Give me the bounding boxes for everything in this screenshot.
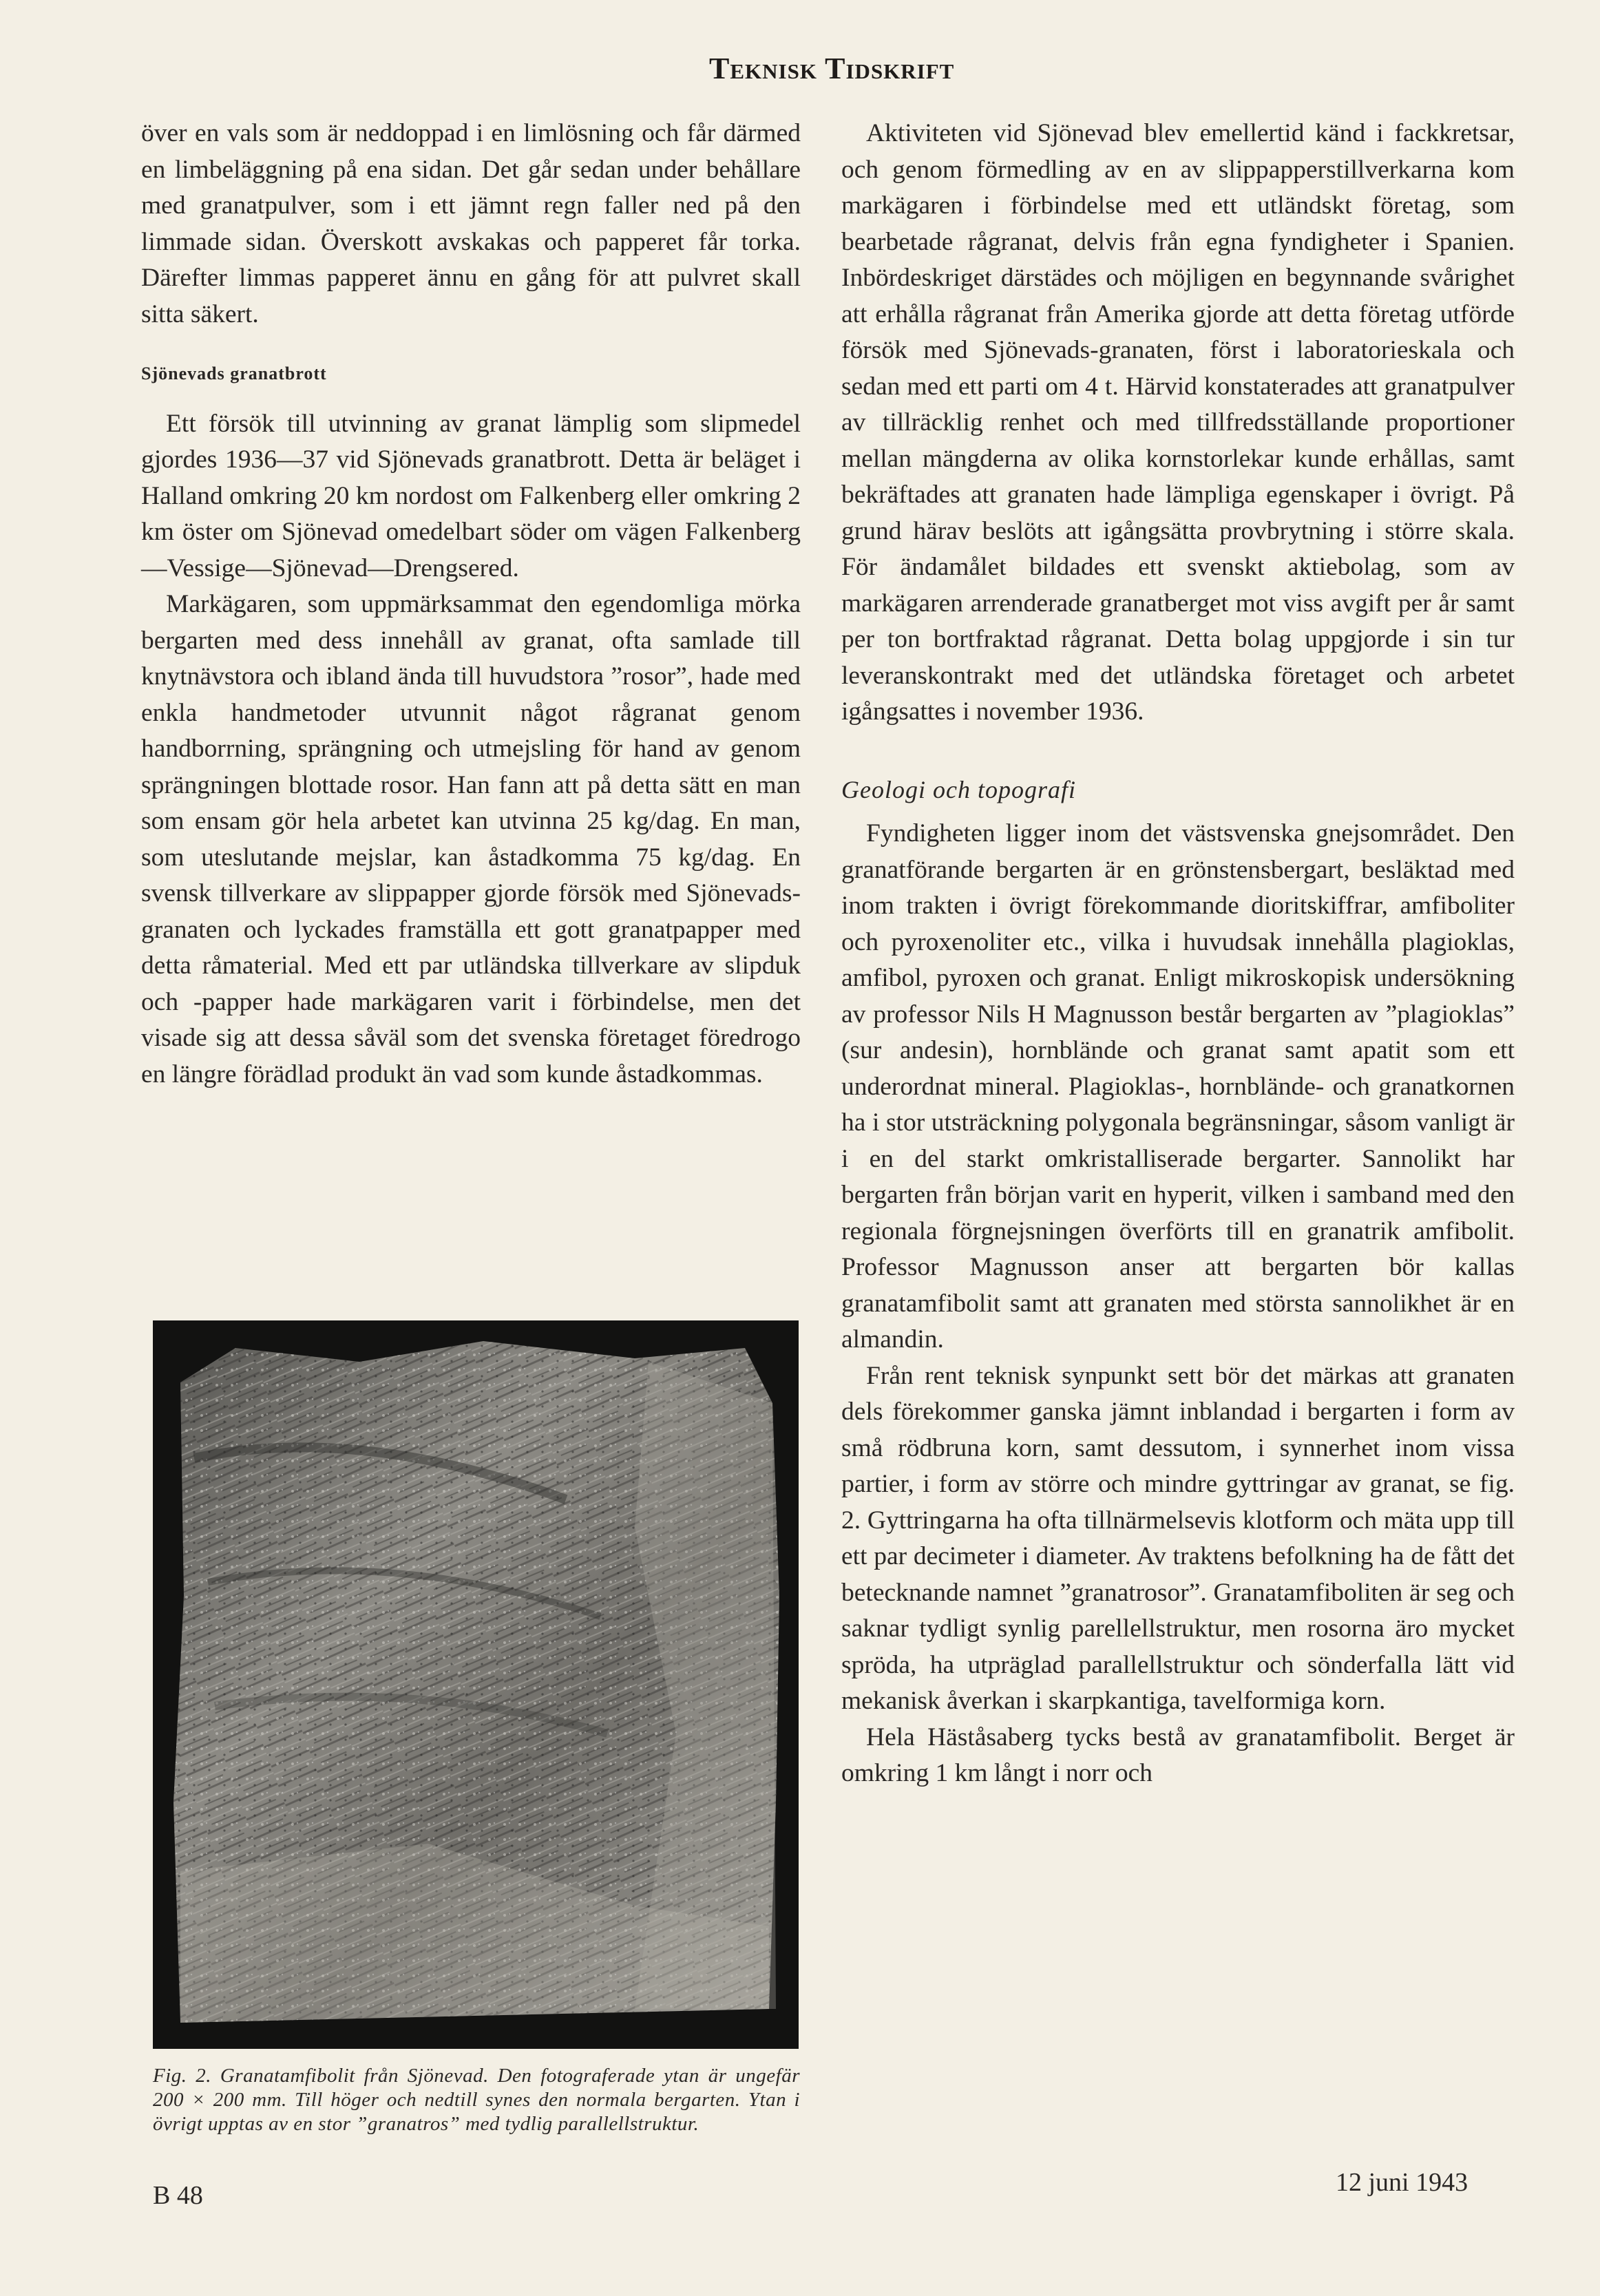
paragraph: över en vals som är neddoppad i en limlösning och får därmed en limbeläggning på ena sidan. Det går sedan under behållare med granatpulver, som i ett jämnt regn faller ned på den limmade sidan. Överskott avskakas och papperet får torka. Därefter limmas papperet ännu en gång för att pulvret skall sitta säkert. xyxy=(141,119,801,328)
paragraph: Hela Häståsaberg tycks bestå av granatamfibolit. Berget är omkring 1 km långt i norr och xyxy=(841,1723,1515,1787)
journal-title: Teknisk Tidskrift xyxy=(709,52,955,85)
paragraph: Aktiviteten vid Sjönevad blev emellertid känd i fackkretsar, och genom förmedling av en av slippapperstillverkarna kom markägaren i förbindelse med ett utländskt företag, som bearbetade rågranat, delvis från egna fyndigheter i Spanien. Inbördeskriget därstädes och möjligen en begynnande svårighet att erhålla rågranat från Amerika gjorde att detta företag utförde försök med Sjönevads-granaten, först i laboratorieskala och sedan med ett parti om 4 t. Härvid konstaterades att granatpulver av tillräcklig renhet och med tillfredsställande proportioner mellan mängderna av olika kornstorlekar kunde erhållas, samt bekräftades att granaten hade lämpliga egenskaper i övrigt. På grund härav beslöts att igångsätta provbrytning i större skala. För ändamålet bildades ett svenskt aktiebolag, som av markägaren arrenderade granatberget mot viss avgift per år samt per ton bortfraktad rågranat. Detta bolag uppgjorde i sin tur leveranskontrakt med det utländska företaget och arbetet igångsattes i november 1936. xyxy=(841,119,1515,726)
left-column xyxy=(141,116,801,1093)
issue-date: 12 juni 1943 xyxy=(1336,2168,1469,2197)
section-heading: Geologi och topografi xyxy=(841,775,1076,803)
paragraph: Fyndigheten ligger inom det västsvenska gnejsområdet. Den granatförande bergarten är en grönstensbergart, besläktad med inom trakten i övrigt förekommande dioritskiffrar, amfiboliter och pyroxenoliter etc., vilka i huvudsak innehålla plagioklas, amfibol, pyroxen och granat. Enligt mikroskopisk undersökning av professor Nils H Magnusson består bergarten av ”plagioklas” (sur andesin), hornblände och granat samt apatit som ett underordnat mineral. Plagioklas-, hornblände- och granatkornen ha i stor utsträckning polygonala begränsningar, såsom vanligt är i en del starkt omkristalliserade bergarter. Sannolikt har bergarten från början varit en hyperit, vilken i samband med den regionala förgnejsningen överförts till en granatrik amfibolit. Professor Magnusson anser att bergarten bör kallas granatamfibolit samt att granaten med största sannolikhet är en almandin. xyxy=(841,819,1515,1354)
paragraph: Markägaren, som uppmärksammat den egendomliga mörka bergarten med dess innehåll av granat, ofta samlade till knytnävstora och ibland ända till huvudstora ”rosor”, hade med enkla handmetoder utvunnit något rågranat genom handborrning, sprängning och utmejsling för hand av genom sprängningen blottade rosor. Han fann att på detta sätt en man som ensam gör hela arbetet kan utvinna 25 kg/dag. En man, som uteslutande mejslar, kan åstadkomma 75 kg/dag. En svensk tillverkare av slippapper gjorde försök med Sjönevads-granaten och lyckades framställa ett gott granatpapper med detta råmaterial. Med ett par utländska tillverkare av slipduk och -papper hade markägaren varit i förbindelse, men det visade sig att dessa såväl som det svenska företaget föredrogo en längre förädlad produkt än vad som kunde åstadkommas. xyxy=(141,590,801,1088)
page-number: B 48 xyxy=(153,2181,203,2210)
figure-caption: Fig. 2. Granatamfibolit från Sjönevad. Den fotograferade ytan är ungefär 200 × 200 mm. Till höger och nedtill synes den normala bergarten. Ytan i övrigt upptas av en stor ”granatros” med tydlig parallellstruktur. xyxy=(153,2065,800,2135)
section-heading: Sjönevads granatbrott xyxy=(141,364,327,383)
right-column xyxy=(841,116,1515,1792)
paragraph: Från rent teknisk synpunkt sett bör det märkas att granaten dels förekommer ganska jämnt inblandad i bergarten i form av små rödbruna korn, samt dessutom, i synnerhet inom vissa partier, i form av större och mindre gyttringar av granat, se fig. 2. Gyttringarna ha ofta tillnärmelsevis klotform och mäta upp till ett par decimeter i diameter. Av traktens befolkning ha de fått det betecknande namnet ”granatrosor”. Granatamfiboliten är seg och saknar tydligt synlig parellellstruktur, men rosorna äro mycket spröda, ha utpräglad parallellstruktur och sönderfalla lätt vid mekanisk åverkan i skarpkantiga, tavelformiga korn. xyxy=(841,1361,1515,1715)
rock-photograph xyxy=(153,1320,799,2049)
paragraph: Ett försök till utvinning av granat lämplig som slipmedel gjordes 1936—37 vid Sjönevads granatbrott. Detta är beläget i Halland omkring 20 km nordost om Falkenberg eller omkring 2 km öster om Sjönevad omedelbart söder om vägen Falkenberg—Vessige—Sjönevad—Drengsered. xyxy=(141,409,801,582)
